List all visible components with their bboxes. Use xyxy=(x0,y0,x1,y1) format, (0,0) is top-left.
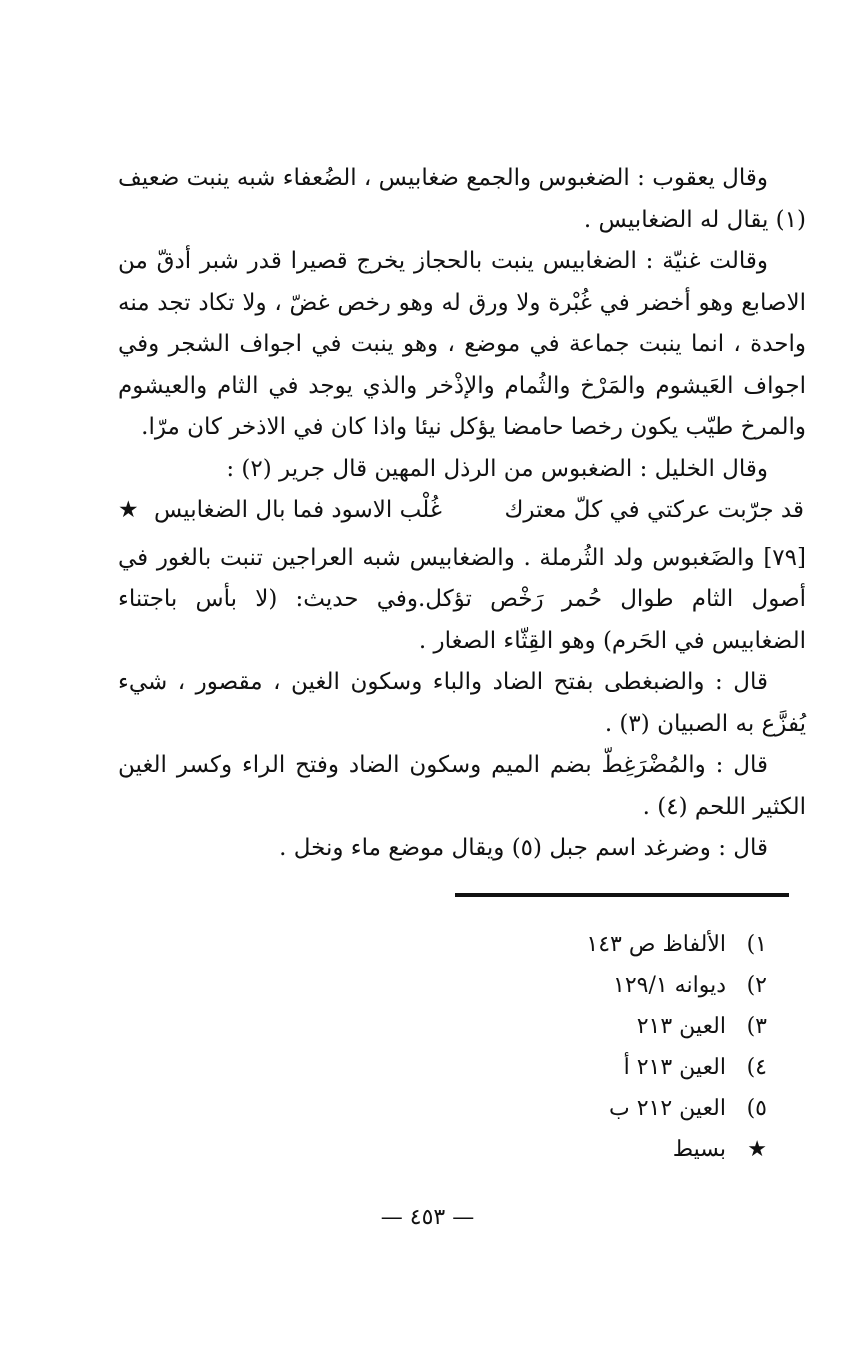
paragraph: قال : وضرغد اسم جبل (٥) ويقال موضع ماء ونخل . xyxy=(279,835,768,861)
paragraph: قال : والمُضْرَغِطّ بضم الميم وسكون الضاد وفتح الراء وكسر الغين الكثير اللحم (٤) . xyxy=(118,752,806,820)
entry-text: والضَغبوس ولد الثُرملة . والضغابيس شبه العراجين تنبت بالغور في أصول الثام طوال حُمر رَخْص تؤكل.وفي حديث: (لا بأس باجتناء الضغابيس في الحَرم) وهو القِثّاء الصغار . xyxy=(118,544,806,654)
entry-marker: [٧٩] xyxy=(763,544,806,571)
footnote-text: العين ٢١٢ ب xyxy=(609,1096,726,1121)
dictionary-entry xyxy=(118,538,806,663)
footnote xyxy=(467,1088,767,1129)
poem-hemistich-1: قد جرّبت عركتي في كلّ معترك xyxy=(504,497,804,523)
paragraph: قال : والضبغطى بفتح الضاد والباء وسكون الغين ، مقصور ، شيء يُفزَّع به الصبيان (٣) . xyxy=(118,669,806,737)
footnote xyxy=(467,1129,767,1170)
footnote-number: ٥) xyxy=(746,1096,767,1121)
poem-hemistich-2 xyxy=(118,490,442,532)
footnote xyxy=(467,924,767,965)
footnote-number: ١) xyxy=(746,932,767,957)
footnote-text: بسيط xyxy=(672,1137,726,1162)
footnote-text: ديوانه ١٢٩/١ xyxy=(613,973,726,998)
footnote xyxy=(467,965,767,1006)
footnote xyxy=(467,1047,767,1088)
poem-hemistich-2-text: غُلْب الاسود فما بال الضغابيس xyxy=(153,497,442,523)
footnote-divider xyxy=(455,893,789,897)
star-icon: ★ xyxy=(118,497,139,523)
poem-verse xyxy=(118,490,806,532)
footnotes xyxy=(467,924,767,1170)
footnote-text: العين ٢١٣ xyxy=(636,1014,726,1039)
footnote-text: الألفاظ ص ١٤٣ xyxy=(586,932,726,957)
footnote xyxy=(467,1006,767,1047)
paragraph: وقالت غنيّة : الضغابيس ينبت بالحجاز يخرج قصيرا قدر شبر أدقّ من الاصابع وهو أخضر في غُبْرة ولا ورق له وهو رخص غضّ ، ولا تكاد تجد منه واحدة ، انما ينبت جماعة في موضع ، وهو ينبت في اجواف الشجر وفي اجواف العَيشوم والمَرْخ والثُمام والإذْخر والذي يوجد في الثام والعيشوم والمرخ طيّب يكون رخصا حامضا يؤكل نيئا واذا كان في الاذخر كان مرّا. xyxy=(118,248,806,440)
main-text xyxy=(118,158,806,870)
paragraph: وقال الخليل : الضغبوس من الرذل المهين قال جرير (٢) : xyxy=(226,455,768,482)
footnote-number: ٢) xyxy=(746,973,767,998)
footnote-number: ٣) xyxy=(746,1014,767,1039)
page-number: — ٤٥٣ — xyxy=(380,1205,475,1230)
footnote-number: ٤) xyxy=(746,1055,767,1080)
footnote-text: العين ٢١٣ أ xyxy=(623,1055,726,1080)
paragraph: وقال يعقوب : الضغبوس والجمع ضغابيس ، الضُعفاء شبه ينبت ضعيف (١) يقال له الضغابيس . xyxy=(118,165,806,233)
star-icon: ★ xyxy=(747,1137,767,1162)
